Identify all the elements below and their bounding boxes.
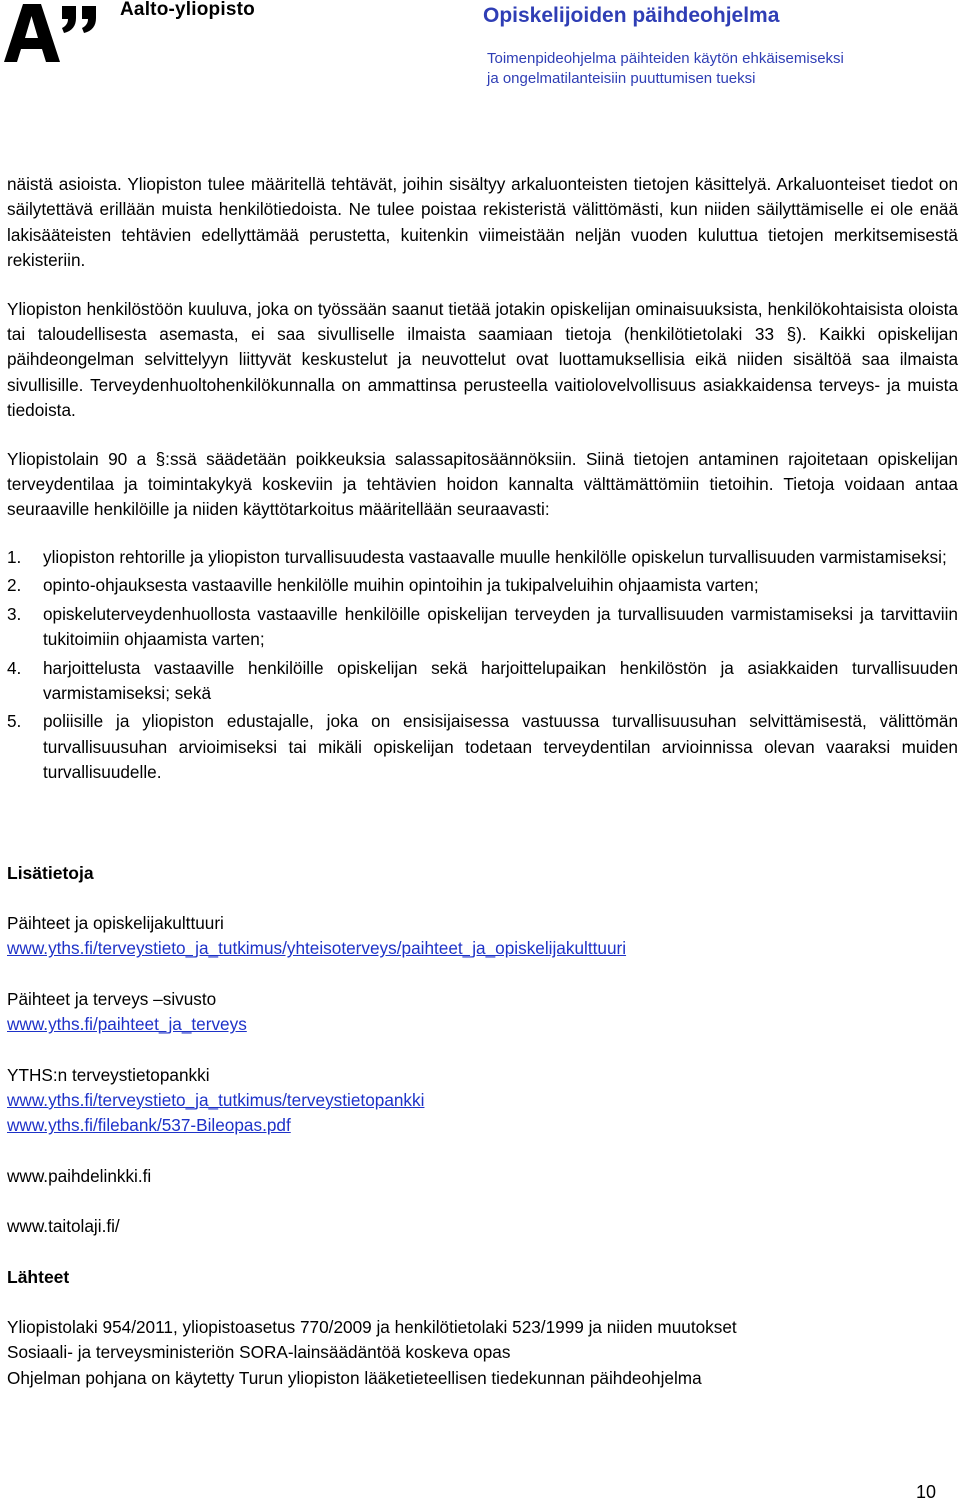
list-item (7, 573, 958, 598)
list-number: 2. (7, 575, 22, 596)
text-taitolaji: www.taitolaji.fi/ (7, 1216, 120, 1237)
page-header (0, 0, 960, 100)
sources-heading: Lähteet (7, 1266, 70, 1287)
paragraph-3: Yliopistolain 90 a §:ssä säädetään poikkeuksia salassapitosäännöksiin. Siinä tietojen antaminen rajoitetaan opiskelijan terveydentilaa ja toimintakykyä koskeviin ja tehtävien hoidon kannalta välttämättömiin tietoihin. Tietoja voidaan antaa seuraaville henkilöille ja niiden käyttötarkoitus määritellään seuraavasti: (7, 448, 958, 520)
list-text: opiskeluterveydenhuollosta vastaaville henkilöille opiskelijan terveyden ja turvallisuuden varmistamiseksi ja tarvittaviin tukitoimiin ohjaamista varten; (43, 603, 958, 650)
link-paihteet-ja-terveys[interactable]: www.yths.fi/paihteet_ja_terveys (7, 1014, 247, 1035)
source-line-2: Sosiaali- ja terveysministeriön SORA-lainsäädäntöä koskeva opas (7, 1342, 511, 1363)
text-paihdelinkki: www.paihdelinkki.fi (7, 1165, 152, 1186)
document-subtitle-line2: ja ongelmatilanteisiin puuttumisen tueksi (487, 70, 756, 87)
list-number: 5. (7, 711, 22, 732)
disclosure-list (7, 545, 958, 786)
source-line-1: Yliopistolaki 954/2011, yliopistoasetus 770/2009 ja henkilötietolaki 523/1999 ja niiden muutokset (7, 1317, 737, 1337)
list-text: harjoittelusta vastaaville henkilöille opiskelijan sekä harjoittelupaikan henkilöstön ja asiakkaiden turvallisuuden varmistamiseksi; sekä (43, 657, 958, 703)
source-line-3: Ohjelman pohjana on käytetty Turun yliopiston lääketieteellisen tiedekunnan päihdeohjelma (7, 1367, 702, 1388)
list-item (7, 709, 958, 785)
document-subtitle-line1: Toimenpideohjelma päihteiden käytön ehkäisemiseksi (487, 50, 844, 67)
list-text: opinto-ohjauksesta vastaaville henkilölle muihin opintoihin ja tukipalveluihin ohjaamista varten; (43, 575, 759, 596)
more-info-label-3: YTHS:n terveystietopankki (7, 1064, 210, 1085)
paragraph-1: näistä asioista. Yliopiston tulee määritellä tehtävät, joihin sisältyy arkaluonteisten tietojen käsittelyä. Arkaluonteiset tiedot on säilytettävä erillään muista henkilötiedoista. Ne tulee poistaa rekisteristä välittömästi, kun niiden säilyttämiselle ei ole enää lakisääteisten tehtävien edellyttämää perustetta, kuitenkin viimeistään neljän vuoden kuluttua tietojen merkitsemisestä rekisteriin. (7, 174, 958, 271)
link-bileopas[interactable]: www.yths.fi/filebank/537-Bileopas.pdf (7, 1115, 291, 1136)
more-info-label-1: Päihteet ja opiskelijakulttuuri (7, 912, 224, 933)
paragraph-2: Yliopiston henkilöstöön kuuluva, joka on työssään saanut tietää jotakin opiskelijan ominaisuuksista, henkilökohtaisista oloista tai taloudellisesta asemasta, ei saa sivulliselle ilmaista saamiaan tietoja (henkilötietolaki 33 §). Kaikki opiskelijan päihdeongelman selvittelyyn liittyvät keskustelut ja neuvottelut ovat luottamuksellisia eikä niiden sisältöä saa ilmaista sivullisille. Terveydenhuoltohenkilökunnalla on ammattinsa perusteella vaitiolovelvollisuus asiakkaidensa terveys- ja muista tiedoista. (7, 298, 958, 421)
more-info-heading: Lisätietoja (7, 862, 94, 883)
more-info-label-2: Päihteet ja terveys –sivusto (7, 988, 217, 1009)
list-item (7, 602, 958, 653)
document-title: Opiskelijoiden päihdeohjelma (483, 4, 780, 27)
aalto-logo-icon (4, 2, 114, 64)
list-text: poliisille ja yliopiston edustajalle, joka on ensisijaisessa vastuussa turvallisuusuhan selvittämisestä, välittömän turvallisuusuhan arvioimiseksi tai mikäli opiskelijan todetaan terveydentilan arvioinnissa olevan vaaraksi muiden turvallisuudelle. (43, 711, 958, 783)
list-number: 3. (7, 603, 22, 624)
page-number: 10 (915, 1482, 936, 1502)
link-opiskelijakulttuuri[interactable]: www.yths.fi/terveystieto_ja_tutkimus/yhteisoterveys/paihteet_ja_opiskelijakulttuuri (7, 938, 627, 959)
document-body (7, 172, 958, 1391)
list-item (7, 545, 958, 570)
list-number: 4. (7, 657, 22, 678)
list-number: 1. (7, 546, 22, 567)
list-text: yliopiston rehtorille ja yliopiston turvallisuudesta vastaavalle muulle henkilölle opiskelun turvallisuuden varmistamiseksi; (43, 546, 947, 567)
brand-name: Aalto-yliopisto (120, 0, 255, 20)
link-terveystietopankki[interactable]: www.yths.fi/terveystieto_ja_tutkimus/terveystietopankki (7, 1089, 425, 1110)
list-item (7, 656, 958, 707)
